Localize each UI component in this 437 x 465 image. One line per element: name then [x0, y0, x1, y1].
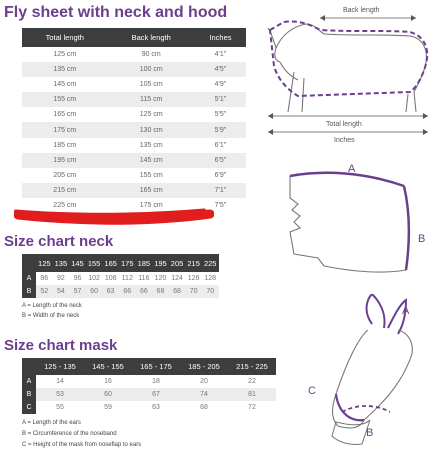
mask-size-table: [22, 358, 276, 414]
table-cell: 116: [136, 272, 153, 285]
table-cell: 68: [152, 285, 169, 298]
table-cell: 102: [86, 272, 103, 285]
table-cell: 18: [132, 375, 180, 388]
neck-size-table: [22, 254, 219, 298]
neck-width-line: [404, 186, 409, 270]
table-row: [22, 47, 246, 62]
table-row: [22, 388, 276, 401]
mask-chart-title: Size chart mask: [4, 337, 118, 354]
red-scribble: [14, 203, 214, 225]
table-cell: 63: [132, 401, 180, 414]
table-cell: 108: [102, 272, 119, 285]
table-cell: 5'5": [195, 107, 246, 122]
table-cell: 63: [102, 285, 119, 298]
column-header: 205: [169, 254, 186, 272]
mask-note-a: A = Length of the ears: [22, 420, 81, 426]
table-cell: 6'1": [195, 138, 246, 153]
table-cell: 57: [69, 285, 86, 298]
table-cell: 70: [185, 285, 202, 298]
neck-diagram: [284, 162, 437, 292]
table-cell: 59: [84, 401, 132, 414]
neck-label-b: B: [418, 233, 426, 245]
table-cell: 145 cm: [108, 153, 195, 168]
table-row: [22, 285, 219, 298]
table-cell: 145 cm: [22, 77, 108, 92]
horse-outline: [275, 24, 427, 112]
mask-height-line: [336, 394, 364, 420]
table-cell: 124: [169, 272, 186, 285]
table-cell: 135 cm: [108, 138, 195, 153]
table-row: [22, 153, 246, 168]
table-row: [22, 77, 246, 92]
table-cell: 185 cm: [22, 138, 108, 153]
row-label: C: [22, 401, 36, 414]
corner-cell: [22, 358, 36, 375]
table-cell: 72: [228, 401, 276, 414]
table-row: [22, 272, 219, 285]
table-cell: 66: [136, 285, 153, 298]
table-cell: 60: [84, 388, 132, 401]
table-cell: 81: [228, 388, 276, 401]
table-cell: 68: [169, 285, 186, 298]
table-cell: 100 cm: [108, 62, 195, 77]
table-cell: 6'9": [195, 168, 246, 183]
table-cell: 86: [36, 272, 53, 285]
column-header: Total length: [22, 28, 108, 47]
column-header: 215 - 225: [228, 358, 276, 375]
table-cell: 175 cm: [108, 198, 195, 213]
table-cell: 66: [119, 285, 136, 298]
table-cell: 112: [119, 272, 136, 285]
table-cell: 155 cm: [108, 168, 195, 183]
mask-label-c: C: [308, 385, 316, 397]
table-cell: 4'9": [195, 77, 246, 92]
table-cell: 125 cm: [22, 47, 108, 62]
table-cell: 70: [202, 285, 219, 298]
column-header: 175: [119, 254, 136, 272]
fly-sheet-size-table: [22, 28, 246, 213]
back-length-label: Back length: [343, 7, 380, 14]
corner-cell: [22, 254, 36, 272]
table-cell: 90 cm: [108, 47, 195, 62]
column-header: 135: [53, 254, 70, 272]
column-header: 125 - 135: [36, 358, 84, 375]
table-row: [22, 138, 246, 153]
table-cell: 6'5": [195, 153, 246, 168]
column-header: 185: [136, 254, 153, 272]
table-row: [22, 401, 276, 414]
table-cell: 165 cm: [22, 107, 108, 122]
fly-sheet-diagram: [258, 0, 436, 150]
table-row: [22, 168, 246, 183]
mask-diagram: [302, 294, 437, 465]
mask-noseband-line: [342, 406, 390, 412]
mask-noseflap: [332, 420, 370, 445]
table-cell: 7'5": [195, 198, 246, 213]
column-header: 225: [202, 254, 219, 272]
table-row: [22, 122, 246, 137]
column-header: 215: [185, 254, 202, 272]
table-cell: 135 cm: [22, 62, 108, 77]
table-row: [22, 62, 246, 77]
table-row: [22, 183, 246, 198]
table-cell: 205 cm: [22, 168, 108, 183]
table-cell: 74: [180, 388, 228, 401]
inches-label: Inches: [334, 137, 355, 144]
mask-ear-left: [367, 294, 385, 328]
table-cell: 195 cm: [22, 153, 108, 168]
table-cell: 175 cm: [22, 122, 108, 137]
table-cell: 55: [36, 401, 84, 414]
neck-cover-outline: [290, 173, 409, 272]
table-cell: 5'9": [195, 122, 246, 137]
table-cell: 96: [69, 272, 86, 285]
table-cell: 16: [84, 375, 132, 388]
table-header-row: [22, 28, 246, 47]
table-cell: 52: [36, 285, 53, 298]
table-cell: 54: [53, 285, 70, 298]
column-header: Inches: [195, 28, 246, 47]
sheet-outline: [270, 21, 427, 96]
table-cell: 125 cm: [108, 107, 195, 122]
table-cell: 225 cm: [22, 198, 108, 213]
table-cell: 60: [86, 285, 103, 298]
table-cell: 67: [132, 388, 180, 401]
column-header: 125: [36, 254, 53, 272]
mask-note-b: B = Circumference of the noseband: [22, 431, 117, 437]
table-cell: 165 cm: [108, 183, 195, 198]
table-cell: 130 cm: [108, 122, 195, 137]
total-length-label: Total length: [326, 121, 362, 128]
table-cell: 53: [36, 388, 84, 401]
table-cell: 92: [53, 272, 70, 285]
table-cell: 22: [228, 375, 276, 388]
table-cell: 5'1": [195, 92, 246, 107]
table-cell: 14: [36, 375, 84, 388]
column-header: 155: [86, 254, 103, 272]
neck-label-a: A: [348, 163, 356, 175]
row-label: A: [22, 272, 36, 285]
table-cell: 155 cm: [22, 92, 108, 107]
table-cell: 7'1": [195, 183, 246, 198]
table-cell: 215 cm: [22, 183, 108, 198]
table-row: [22, 92, 246, 107]
table-cell: 126: [185, 272, 202, 285]
mask-label-a: A: [402, 305, 410, 317]
column-header: 145: [69, 254, 86, 272]
column-header: 195: [152, 254, 169, 272]
row-label: B: [22, 388, 36, 401]
mask-note-c: C = Height of the mask from noseflap to ears: [22, 442, 142, 448]
column-header: 185 - 205: [180, 358, 228, 375]
column-header: 145 - 155: [84, 358, 132, 375]
table-cell: 120: [152, 272, 169, 285]
column-header: 165: [102, 254, 119, 272]
fly-sheet-title: Fly sheet with neck and hood: [4, 4, 228, 21]
table-cell: 20: [180, 375, 228, 388]
neck-length-line: [290, 173, 404, 186]
table-header-row: [22, 254, 219, 272]
table-cell: 105 cm: [108, 77, 195, 92]
neck-chart-title: Size chart neck: [4, 233, 114, 250]
table-cell: 4'5": [195, 62, 246, 77]
table-cell: 4'1": [195, 47, 246, 62]
table-row: [22, 375, 276, 388]
column-header: 165 - 175: [132, 358, 180, 375]
table-cell: 68: [180, 401, 228, 414]
neck-note-a: A = Length of the neck: [22, 303, 82, 309]
table-header-row: [22, 358, 276, 375]
table-row: [22, 107, 246, 122]
row-label: B: [22, 285, 36, 298]
table-cell: 128: [202, 272, 219, 285]
column-header: Back length: [108, 28, 195, 47]
row-label: A: [22, 375, 36, 388]
mask-label-b: B: [366, 427, 374, 439]
table-cell: 115 cm: [108, 92, 195, 107]
neck-note-b: B = Width of the neck: [22, 313, 80, 319]
